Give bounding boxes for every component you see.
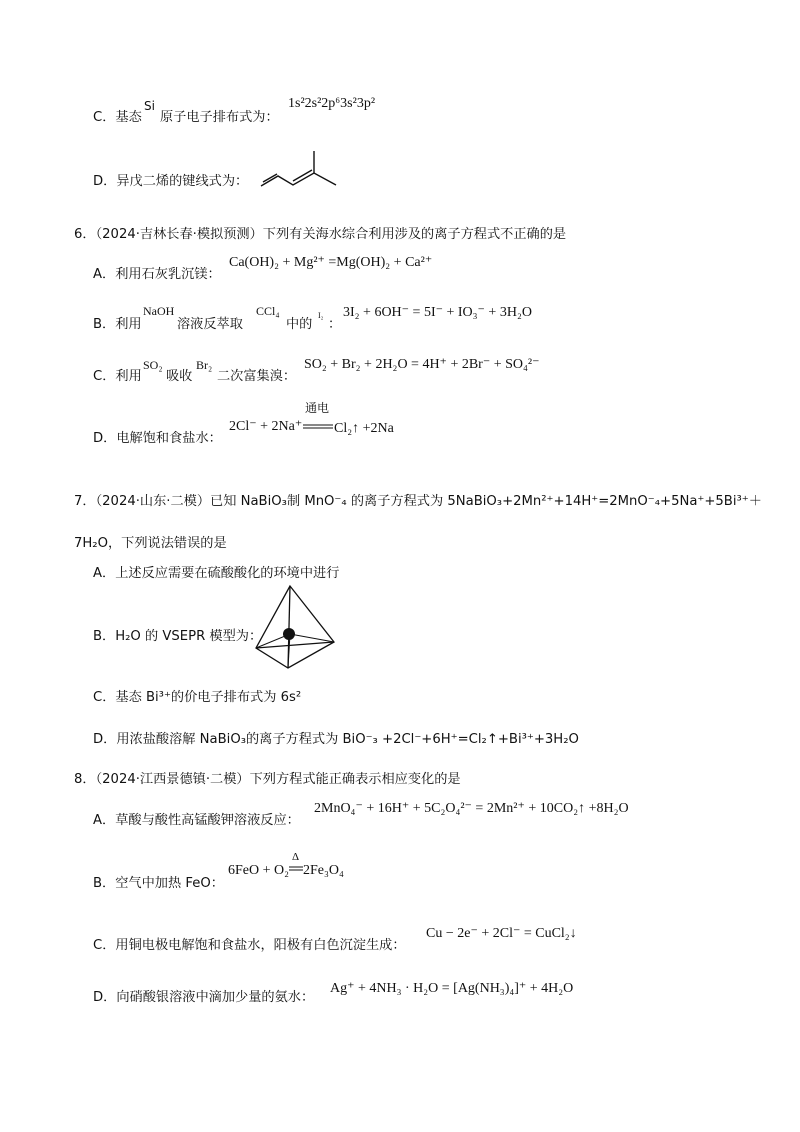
q6-option-a: A．利用石灰乳沉镁：	[93, 267, 221, 282]
q8-c-equation: Cu − 2e⁻ + 2Cl⁻ = CuCl₂↓	[426, 926, 577, 941]
q6-option-b-text3: 中的	[286, 317, 313, 332]
q5-option-d: D．异戊二烯的键线式为：	[93, 174, 249, 189]
q5-si-configuration: 1s²2s²2p⁶3s²3p²	[288, 96, 376, 111]
q6-stem: 6．（2024·吉林长春·模拟预测）下列有关海水综合利用涉及的离子方程式不正确的是	[74, 227, 567, 242]
q6-i2: I₂	[318, 311, 324, 320]
q7-stem-line1: 7．（2024·山东·二模）已知 NaBiO₃制 MnO⁻₄ 的离子方程式为 5NaBiO₃+2Mn²⁺+14H⁺=2MnO⁻₄+5Na⁺+5Bi³⁺＋	[74, 494, 762, 509]
q6-option-b-text2: 溶液反萃取	[177, 317, 243, 332]
q7-option-b: B．H₂O 的 VSEPR 模型为：	[93, 629, 263, 644]
q8-a-equation: 2MnO₄⁻ + 16H⁺ + 5C₂O₄²⁻ = 2Mn²⁺ + 10CO₂↑ +8H₂O	[314, 801, 629, 816]
q6-option-c-text1: C．利用	[93, 369, 142, 384]
q8-option-b: B．空气中加热 FeO：	[93, 876, 224, 891]
q6-d-right: Cl₂↑ +2Na	[334, 421, 394, 436]
q8-option-a: A．草酸与酸性高锰酸钾溶液反应：	[93, 813, 300, 828]
q7-option-c: C．基态 Bi³⁺的价电子排布式为 6s²	[93, 690, 302, 705]
q7-stem-line2: 7H₂O，下列说法错误的是	[74, 536, 227, 551]
q6-b-equation: 3I₂ + 6OH⁻ = 5I⁻ + IO₃⁻ + 3H₂O	[343, 305, 532, 320]
q6-option-d: D．电解饱和食盐水：	[93, 431, 222, 446]
q6-d-left: 2Cl⁻ + 2Na⁺	[229, 419, 303, 434]
q8-stem: 8．（2024·江西景德镇·二模）下列方程式能正确表示相应变化的是	[74, 772, 461, 787]
q6-c-equation: SO₂ + Br₂ + 2H₂O = 4H⁺ + 2Br⁻ + SO₄²⁻	[304, 357, 540, 372]
q7-option-a: A．上述反应需要在硫酸酸化的环境中进行	[93, 566, 340, 581]
q6-option-b-text1: B．利用	[93, 317, 142, 332]
q6-naoh: NaOH	[143, 304, 175, 318]
q6-a-equation: Ca(OH)₂ + Mg²⁺ =Mg(OH)₂ + Ca²⁺	[229, 255, 433, 270]
q8-b-right: 2Fe₃O₄	[303, 863, 344, 878]
q6-d-condition: 通电	[305, 401, 330, 415]
q6-br2: Br₂	[196, 358, 213, 372]
q6-option-b-colon: ：	[328, 317, 342, 332]
q8-d-equation: Ag⁺ + 4NH₃ · H₂O = [Ag(NH₃)₄]⁺ + 4H₂O	[330, 981, 574, 996]
q5-option-c-prefix: C．基态	[93, 110, 142, 125]
isoprene-skeletal-structure	[256, 148, 346, 190]
q8-b-equals-sign	[289, 866, 303, 872]
q8-option-d: D．向硝酸银溶液中滴加少量的氨水：	[93, 990, 315, 1005]
q6-option-c-text3: 二次富集溴：	[217, 369, 297, 384]
q6-so2: SO₂	[143, 358, 163, 372]
tetrahedron-vsepr-model	[254, 584, 338, 670]
q6-option-c-text2: 吸收	[166, 369, 193, 384]
q8-option-c: C．用铜电极电解饱和食盐水，阳极有白色沉淀生成：	[93, 938, 406, 953]
q8-b-left: 6FeO + O₂	[228, 863, 289, 878]
q8-b-condition: Δ	[292, 851, 300, 863]
q5-option-c-suffix: 原子电子排布式为：	[160, 110, 279, 125]
q7-option-d: D．用浓盐酸溶解 NaBiO₃的离子方程式为 BiO⁻₃ +2Cl⁻+6H⁺=Cl₂↑+Bi³⁺+3H₂O	[93, 732, 579, 747]
q6-ccl4: CCl₄	[256, 304, 280, 318]
q5-si-label: Si	[144, 99, 155, 113]
q6-d-equals-sign	[303, 424, 333, 430]
